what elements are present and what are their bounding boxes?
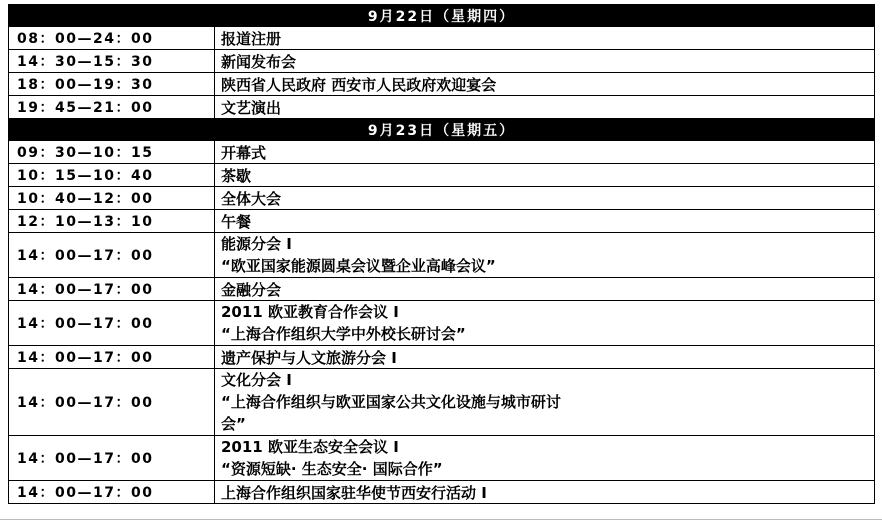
event-cell: 2011 欧亚教育合作会议 I “上海合作组织大学中外校长研讨会”: [215, 301, 875, 346]
table-row: [9, 210, 875, 233]
event-cell: 金融分会: [215, 278, 875, 301]
table-row: [9, 481, 875, 504]
table-row: [9, 187, 875, 210]
table-row: [9, 27, 875, 50]
event-cell: 2011 欧亚生态安全会议 I “资源短缺· 生态安全· 国际合作”: [215, 436, 875, 481]
event-cell: 开幕式: [215, 141, 875, 164]
time-cell: 10：40—12：00: [9, 187, 215, 210]
schedule-document: [8, 4, 874, 504]
day2-header: 9月23日（星期五）: [9, 119, 875, 141]
day-header-row: [9, 5, 875, 27]
table-row: [9, 278, 875, 301]
event-cell: 陕西省人民政府 西安市人民政府欢迎宴会: [215, 73, 875, 96]
schedule-table: [8, 4, 875, 504]
table-row: [9, 233, 875, 278]
table-row: [9, 369, 875, 436]
table-row: [9, 346, 875, 369]
event-cell: 新闻发布会: [215, 50, 875, 73]
event-cell: 报道注册: [215, 27, 875, 50]
time-cell: 08：00—24：00: [9, 27, 215, 50]
time-cell: 09：30—10：15: [9, 141, 215, 164]
time-cell: 19：45—21：00: [9, 96, 215, 119]
time-cell: 14：00—17：00: [9, 233, 215, 278]
time-cell: 14：00—17：00: [9, 369, 215, 436]
event-cell: 遗产保护与人文旅游分会 I: [215, 346, 875, 369]
time-cell: 18：00—19：30: [9, 73, 215, 96]
table-row: [9, 141, 875, 164]
event-cell: 茶歇: [215, 164, 875, 187]
day1-header: 9月22日（星期四）: [9, 5, 875, 27]
event-cell: 午餐: [215, 210, 875, 233]
event-cell: 文艺演出: [215, 96, 875, 119]
event-cell: 全体大会: [215, 187, 875, 210]
time-cell: 10：15—10：40: [9, 164, 215, 187]
time-cell: 14：00—17：00: [9, 301, 215, 346]
table-row: [9, 96, 875, 119]
time-cell: 14：00—17：00: [9, 481, 215, 504]
time-cell: 14：00—17：00: [9, 278, 215, 301]
time-cell: 14：00—17：00: [9, 346, 215, 369]
event-cell: 上海合作组织国家驻华使节西安行活动 I: [215, 481, 875, 504]
table-row: [9, 50, 875, 73]
day-header-row: [9, 119, 875, 141]
time-cell: 12：10—13：10: [9, 210, 215, 233]
event-cell: 文化分会 I “上海合作组织与欧亚国家公共文化设施与城市研讨 会”: [215, 369, 875, 436]
table-row: [9, 73, 875, 96]
table-row: [9, 436, 875, 481]
page-edge-line: [0, 519, 882, 520]
table-row: [9, 164, 875, 187]
table-row: [9, 301, 875, 346]
event-cell: 能源分会 I “欧亚国家能源圆桌会议暨企业高峰会议”: [215, 233, 875, 278]
time-cell: 14：00—17：00: [9, 436, 215, 481]
time-cell: 14：30—15：30: [9, 50, 215, 73]
